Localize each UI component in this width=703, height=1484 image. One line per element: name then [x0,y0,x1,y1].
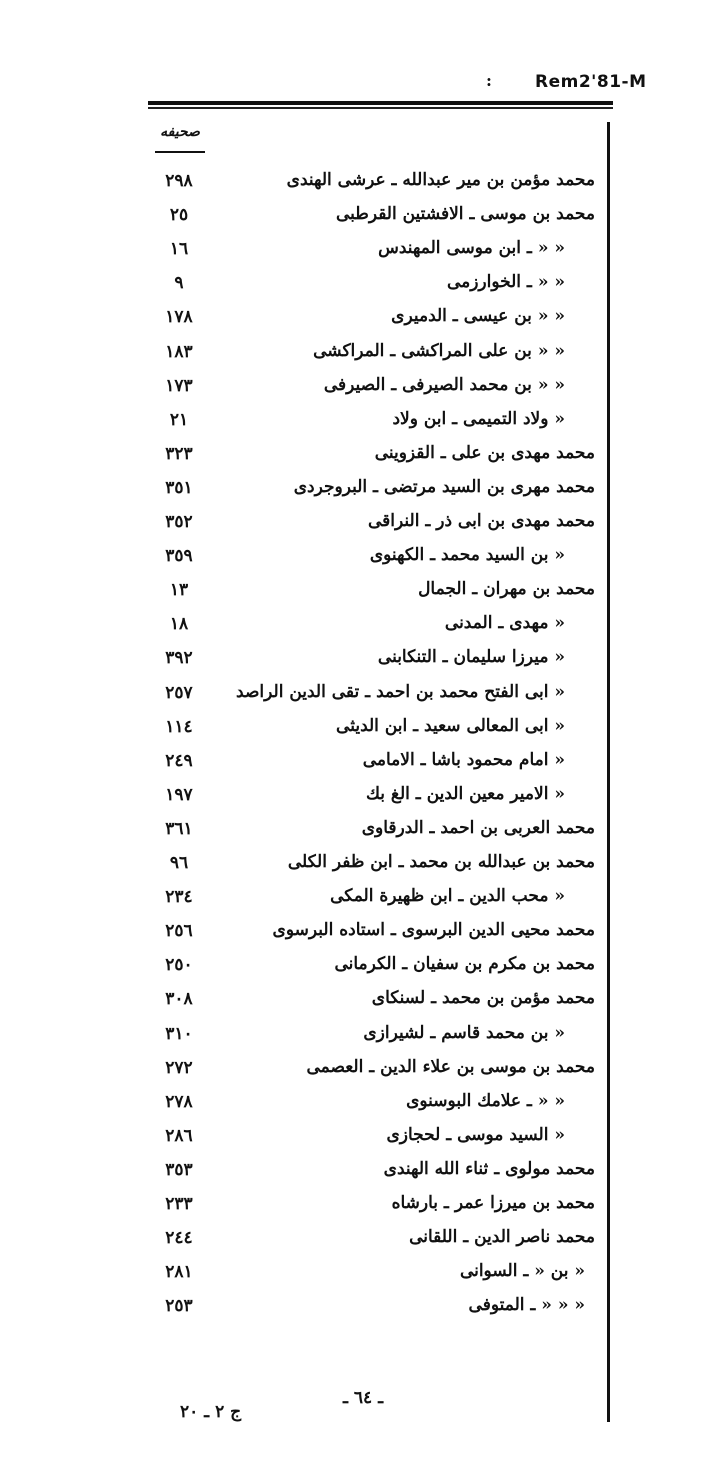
index-entry [150,1122,595,1154]
index-entry [150,610,595,642]
entry-name: محمد بن موسى بن علاء الدين ـ العصمى [306,1056,595,1077]
entry-name: « « بن محمد الصيرفى ـ الصيرفى [323,374,565,395]
entry-page-number: ٣٠٨ [165,989,193,1010]
index-entry [150,201,595,233]
entry-page-number: ٣٥٢ [165,512,193,532]
entry-name: « السيد موسى ـ لحجازى [386,1124,565,1145]
entry-name: « بن محمد قاسم ـ لشيرازى [363,1022,565,1043]
entry-name: « ولاد التميمى ـ ابن ولاد [392,408,565,429]
entry-page-number: ٣٢٣ [165,443,193,464]
entry-page-number: ١٩٧ [165,784,193,805]
index-entry [150,951,595,983]
entry-page-number: ٢٥٠ [165,955,193,976]
entry-page-number: ٣٥٩ [165,546,193,567]
index-entry [150,1224,595,1256]
entry-page-number: ٢٨١ [165,1262,193,1283]
entry-page-number: ٢٨٦ [165,1125,193,1146]
entry-name: « محب الدين ـ ابن ظهيرة المكى [330,886,565,907]
index-entry [150,406,595,438]
index-entry [150,883,595,915]
entry-page-number: ٢٣٤ [165,887,193,908]
entry-name: « بن « ـ السوانى [459,1261,585,1282]
index-entry [150,440,595,472]
index-entry [150,1258,595,1290]
entry-page-number: ١٧٣ [165,375,193,396]
index-entry [150,781,595,813]
entry-name: محمد مهدى بن على ـ القزوينى [374,442,595,463]
header-colon: : [486,71,492,90]
entry-page-number: ١٨ [169,614,189,635]
index-entry [150,1054,595,1086]
index-entry [150,713,595,745]
entry-page-number: ٢٧٢ [165,1057,193,1078]
entry-name: « « بن عيسى ـ الدميرى [391,306,565,327]
entry-name: محمد محيى الدين البرسوى ـ استاده البرسوى [272,920,595,941]
entry-name: محمد مؤمن بن مير عبدالله ـ عرشى الهندى [286,170,595,190]
index-entry [150,576,595,608]
entry-name: محمد بن عبدالله بن محمد ـ ابن ظفر الكلى [287,852,595,872]
index-entry [150,474,595,506]
top-rule-thin [148,107,613,109]
entry-page-number: ٣٩٢ [165,648,193,669]
page-column-label: صحيفه [160,124,200,140]
entry-name: محمد مهدى بن ابى ذر ـ النراقى [367,511,595,531]
entry-page-number: ٢٥ [169,205,189,226]
entry-name: « ميرزا سليمان ـ التنكابنى [377,647,565,668]
entry-name: « « ـ علامك البوسنوى [406,1090,565,1111]
index-entry [150,235,595,267]
index-entry [150,508,595,540]
entry-name: محمد بن مهران ـ الجمال [418,579,595,600]
entry-name: « بن السيد محمد ـ الكهنوى [369,545,565,566]
entry-page-number: ١١٤ [165,716,193,737]
index-entry [150,303,595,335]
page-column-underline [155,151,205,153]
entry-page-number: ١٦ [169,239,189,260]
index-entry [150,679,595,711]
index-entry [150,747,595,779]
index-entry [150,372,595,404]
header-code: Rem2'81-M [535,72,647,92]
index-entry [150,269,595,301]
index-entry [150,1190,595,1222]
entry-page-number: ٢٣٣ [165,1194,193,1214]
entry-page-number: ٢٧٨ [165,1091,193,1112]
index-entry [150,644,595,676]
entry-name: « امام محمود باشا ـ الامامى [362,749,565,770]
column-vertical-rule [607,122,610,1422]
index-entry [150,338,595,370]
entry-page-number: ١٧٨ [165,307,193,328]
entry-name: « « « ـ المتوفى [468,1295,585,1316]
entry-page-number: ١٨٣ [165,341,193,362]
index-entry [150,1292,595,1324]
entry-page-number: ٢٤٩ [165,750,193,771]
entry-page-number: ٢٥٣ [165,1296,193,1317]
index-entry [150,849,595,881]
entry-name: محمد العربى بن احمد ـ الدرقاوى [361,817,595,838]
entry-page-number: ٣٥١ [165,477,193,498]
entry-name: محمد مؤمن بن محمد ـ لسنكاى [371,988,595,1009]
entry-page-number: ٢٥٦ [165,921,193,942]
entry-name: « مهدى ـ المدنى [444,613,565,634]
entry-name: « الامير معين الدين ـ الغ بك [365,783,565,804]
index-entry [150,1088,595,1120]
entry-page-number: ٣١٠ [165,1023,193,1044]
index-entry [150,1020,595,1052]
index-entry [150,542,595,574]
index-entry [150,1156,595,1188]
entry-page-number: ١٣ [169,580,189,601]
entry-name: محمد مهرى بن السيد مرتضى ـ البروجردى [293,476,595,497]
footer-page-marker: ـ ٦٤ ـ [343,1388,384,1408]
index-entry [150,985,595,1017]
entry-name: « ابى المعالى سعيد ـ ابن الديثى [336,715,565,736]
entry-page-number: ٣٥٣ [165,1159,193,1180]
index-entry [150,917,595,949]
entry-page-number: ٢٤٤ [165,1228,193,1249]
index-entry [150,815,595,847]
entry-page-number: ٢٩٨ [165,171,193,191]
entry-page-number: ٣٦١ [165,818,193,839]
entry-page-number: ٢٥٧ [165,682,193,703]
entry-name: « « ـ الخوارزمى [446,272,565,293]
index-entry [150,167,595,199]
entry-name: محمد مولوى ـ ثناء الله الهندى [383,1158,595,1179]
entry-page-number: ٢١ [169,409,189,430]
entry-name: « « بن على المراكشى ـ المراكشى [313,340,565,361]
entry-page-number: ٩٦ [169,853,189,873]
entry-name: « « ـ ابن موسى المهندس [378,238,565,259]
entry-name: محمد بن موسى ـ الافشتين القرطبى [335,204,595,225]
entry-page-number: ٩ [174,273,184,294]
top-rule-thick [148,101,613,105]
footer-volume-marker: ج ٢ ـ ٢٠ [180,1402,242,1422]
entry-name: « ابى الفتح محمد بن احمد ـ تقى الدين الراصد [236,681,565,702]
entry-name: محمد بن ميرزا عمر ـ بارشاه [391,1193,595,1213]
entry-name: محمد بن مكرم بن سفيان ـ الكرمانى [334,954,595,975]
entry-name: محمد ناصر الدين ـ اللقانى [409,1227,595,1248]
